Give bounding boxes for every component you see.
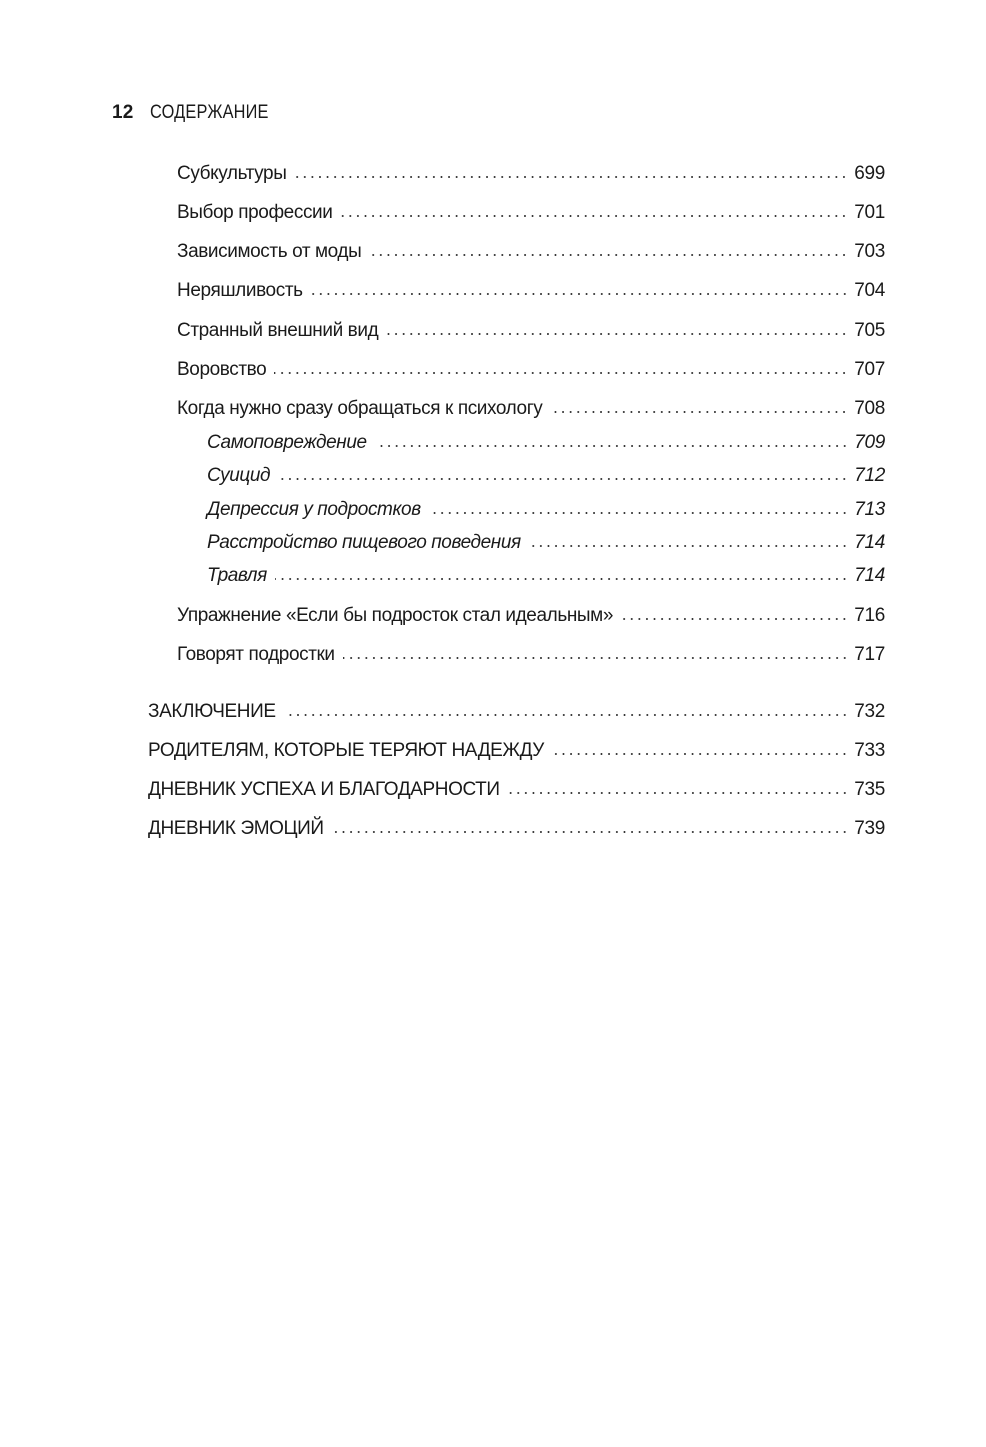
toc-entry[interactable] xyxy=(177,241,885,263)
dot-leader xyxy=(343,656,849,660)
toc-entry[interactable] xyxy=(177,605,885,627)
toc-entry[interactable] xyxy=(177,398,885,420)
toc-entry-page: 708 xyxy=(854,398,885,419)
toc-entry-title: ДНЕВНИК ЭМОЦИЙ xyxy=(148,818,324,839)
toc-entry-title: ЗАКЛЮЧЕНИЕ xyxy=(148,701,276,722)
toc-entry-title: Неряшливость xyxy=(177,280,303,301)
toc-subentry[interactable] xyxy=(207,499,885,521)
toc-chapter[interactable] xyxy=(148,779,885,801)
toc-subentry[interactable] xyxy=(207,465,885,487)
toc-entry-page: 733 xyxy=(854,740,885,761)
toc-entry-page: 732 xyxy=(854,701,885,722)
toc-entry-title: Самоповреждение xyxy=(207,432,367,453)
toc-entry-title: Выбор профессии xyxy=(177,202,333,223)
toc-entry-page: 735 xyxy=(854,779,885,800)
section-title: СОДЕРЖАНИЕ xyxy=(149,102,269,123)
toc-entry-title: Суицид xyxy=(207,465,271,486)
toc-entry[interactable] xyxy=(177,202,885,224)
toc-entry-page: 712 xyxy=(854,465,885,486)
toc-entry-page: 739 xyxy=(854,818,885,839)
toc-chapter[interactable] xyxy=(148,818,885,840)
dot-leader xyxy=(311,292,849,296)
dot-leader xyxy=(284,713,849,717)
toc-chapter[interactable] xyxy=(148,701,885,723)
toc-entry[interactable] xyxy=(177,644,885,666)
toc-entry[interactable] xyxy=(177,359,885,381)
running-head xyxy=(112,102,287,124)
toc-entry-page: 707 xyxy=(854,359,885,380)
toc-entry-title: Упражнение «Если бы подросток стал идеальным» xyxy=(177,605,614,626)
toc-entry-page: 714 xyxy=(854,565,885,586)
toc-entry-page: 709 xyxy=(854,432,885,453)
dot-leader xyxy=(369,253,848,257)
toc-entry-title: Зависимость от моды xyxy=(177,241,362,262)
toc-entry-page: 701 xyxy=(854,202,885,223)
toc-subentry[interactable] xyxy=(207,565,885,587)
toc-subentry[interactable] xyxy=(207,532,885,554)
toc-entry[interactable] xyxy=(177,163,885,185)
dot-leader xyxy=(429,511,848,515)
toc-entry-title: Расстройство пищевого поведения xyxy=(207,532,521,553)
toc-entry-title: РОДИТЕЛЯМ, КОТОРЫЕ ТЕРЯЮТ НАДЕЖДУ xyxy=(148,740,544,761)
toc-entry-page: 703 xyxy=(854,241,885,262)
dot-leader xyxy=(550,410,848,414)
toc-chapter[interactable] xyxy=(148,740,885,762)
toc-entry-page: 716 xyxy=(854,605,885,626)
toc-entry[interactable] xyxy=(177,280,885,302)
dot-leader xyxy=(621,617,848,621)
toc-entry-title: Травля xyxy=(207,565,267,586)
toc-entry-title: Говорят подростки xyxy=(177,644,335,665)
dot-leader xyxy=(294,175,848,179)
toc-entry-page: 704 xyxy=(854,280,885,301)
toc-entry[interactable] xyxy=(177,320,885,342)
toc-entry-title: Когда нужно сразу обращаться к психологу xyxy=(177,398,543,419)
toc-entry-title: Субкультуры xyxy=(177,163,287,184)
dot-leader xyxy=(375,444,849,448)
page-number: 12 xyxy=(112,102,134,123)
dot-leader xyxy=(340,214,848,218)
dot-leader xyxy=(386,332,848,336)
dot-leader xyxy=(275,577,848,581)
toc-entry-page: 714 xyxy=(854,532,885,553)
dot-leader xyxy=(278,477,848,481)
toc-entry-page: 705 xyxy=(854,320,885,341)
toc-entry-title: Воровство xyxy=(177,359,267,380)
toc-entry-page: 717 xyxy=(854,644,885,665)
dot-leader xyxy=(552,752,848,756)
toc-entry-page: 713 xyxy=(854,499,885,520)
toc-entry-title: Депрессия у подростков xyxy=(207,499,421,520)
dot-leader xyxy=(274,371,848,375)
dot-leader xyxy=(529,544,848,548)
toc-entry-title: Странный внешний вид xyxy=(177,320,379,341)
toc-entry-title: ДНЕВНИК УСПЕХА И БЛАГОДАРНОСТИ xyxy=(148,779,500,800)
dot-leader xyxy=(332,830,848,834)
toc-entry-page: 699 xyxy=(854,163,885,184)
dot-leader xyxy=(508,791,849,795)
toc-subentry[interactable] xyxy=(207,432,885,454)
